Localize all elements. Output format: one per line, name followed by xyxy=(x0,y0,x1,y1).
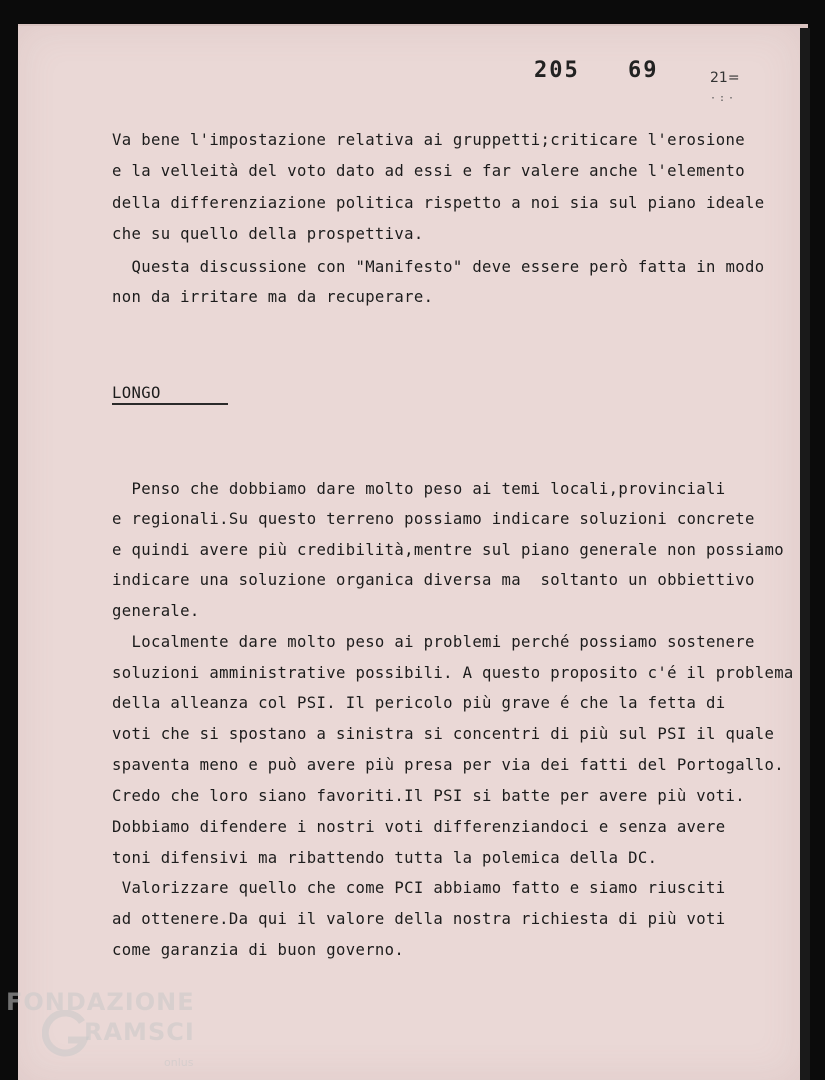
gramsci-g-logo-icon xyxy=(42,1010,90,1058)
text-line: Localmente dare molto peso ai problemi perché possiamo sostenere xyxy=(112,633,755,651)
text-line: Credo che loro siano favoriti.Il PSI si batte per avere più voti. xyxy=(112,787,745,805)
text-line: Questa discussione con "Manifesto" deve essere però fatta in modo xyxy=(112,258,765,276)
text-line: della differenziazione politica rispetto a noi sia sul piano ideale xyxy=(112,194,765,212)
text-line: voti che si spostano a sinistra si concentri di più sul PSI il quale xyxy=(112,725,775,743)
page-number: 21= xyxy=(710,70,740,86)
text-line: spaventa meno e può avere più presa per via dei fatti del Portogallo. xyxy=(112,756,784,774)
text-line: che su quello della prospettiva. xyxy=(112,225,424,243)
watermark-onlus: onlus xyxy=(164,1056,194,1069)
text-line: soluzioni amministrative possibili. A questo proposito c'é il problema xyxy=(112,664,794,682)
text-line: indicare una soluzione organica diversa ma soltanto un obbiettivo xyxy=(112,571,755,589)
text-line: Dobbiamo difendere i nostri voti differenziandoci e senza avere xyxy=(112,818,726,836)
watermark-line-1: FONDAZIONE xyxy=(6,988,195,1016)
text-line: generale. xyxy=(112,602,200,620)
archive-folder-stamp: 69 xyxy=(628,58,659,83)
page-edge-right xyxy=(800,28,810,1080)
text-line: della alleanza col PSI. Il pericolo più grave é che la fetta di xyxy=(112,694,726,712)
text-line: non da irritare ma da recuperare. xyxy=(112,288,434,306)
watermark-line-2: RAMSCI xyxy=(84,1018,195,1046)
text-line: ad ottenere.Da qui il valore della nostra richiesta di più voti xyxy=(112,910,726,928)
text-line: Va bene l'impostazione relativa ai gruppetti;criticare l'erosione xyxy=(112,131,745,149)
page-number-mark: ·:· xyxy=(710,93,738,104)
text-line: Valorizzare quello che come PCI abbiamo fatto e siamo riusciti xyxy=(112,879,726,897)
archive-number-stamp: 205 xyxy=(534,58,580,83)
text-line: come garanzia di buon governo. xyxy=(112,941,405,959)
text-line: toni difensivi ma ribattendo tutta la polemica della DC. xyxy=(112,849,658,867)
speaker-heading: LONGO xyxy=(112,384,161,402)
speaker-heading-underline xyxy=(112,403,228,405)
text-line: e regionali.Su questo terreno possiamo indicare soluzioni concrete xyxy=(112,510,755,528)
text-line: Penso che dobbiamo dare molto peso ai temi locali,provinciali xyxy=(112,480,726,498)
text-line: e la velleità del voto dato ad essi e far valere anche l'elemento xyxy=(112,162,745,180)
fondazione-gramsci-watermark xyxy=(6,988,206,1078)
text-line: e quindi avere più credibilità,mentre sul piano generale non possiamo xyxy=(112,541,784,559)
